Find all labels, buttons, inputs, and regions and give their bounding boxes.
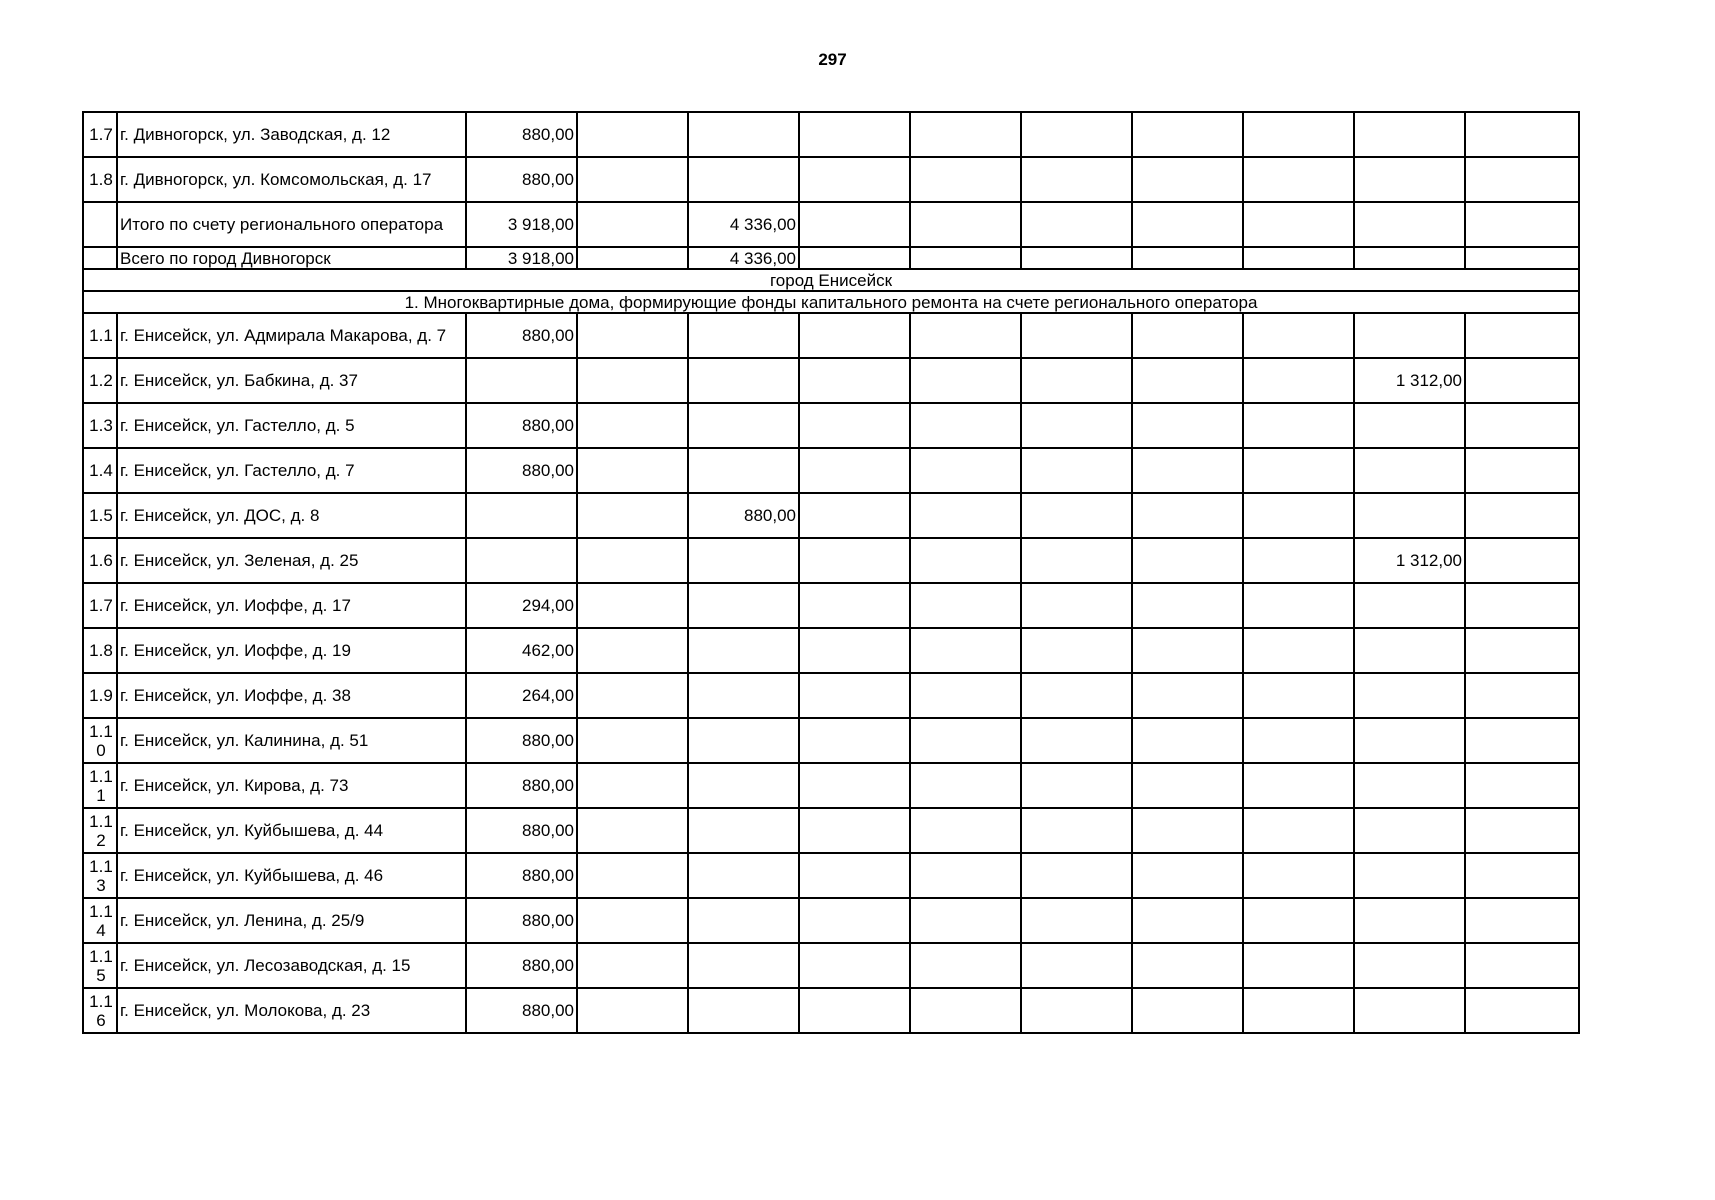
row-value-cell [1465,763,1579,808]
row-value-cell [799,718,910,763]
row-value-cell [1132,763,1243,808]
row-value-cell [1021,718,1132,763]
row-value-cell: 3 918,00 [466,247,577,269]
row-value-cell [1465,718,1579,763]
row-value-cell [1132,448,1243,493]
row-address: г. Енисейск, ул. Куйбышева, д. 44 [117,808,466,853]
row-value-cell [910,157,1021,202]
row-value-cell [688,403,799,448]
row-number [83,718,117,763]
row-value-cell [799,493,910,538]
row-value-cell [1354,718,1465,763]
row-value-cell [1465,673,1579,718]
table-row [83,853,1579,898]
row-value-cell [1243,538,1354,583]
row-number-text: 1.10 [89,721,113,760]
row-value-cell [577,358,688,403]
section-header: 1. Многоквартирные дома, формирующие фонды капитального ремонта на счете регионального оператора [83,291,1579,313]
row-number-text: 1.12 [89,811,113,850]
row-value-cell [688,112,799,157]
row-value-cell: 880,00 [466,988,577,1033]
row-value-cell [1465,628,1579,673]
row-value-cell: 880,00 [466,763,577,808]
row-value-cell [1021,673,1132,718]
row-value-cell [1243,808,1354,853]
row-value-cell [577,112,688,157]
row-value-cell [1354,988,1465,1033]
row-value-cell [799,448,910,493]
row-value-cell [577,403,688,448]
table-row [83,718,1579,763]
row-number [83,403,117,448]
row-value-cell: 880,00 [466,112,577,157]
row-number [83,853,117,898]
row-value-cell [1243,988,1354,1033]
row-number [83,493,117,538]
table-row [83,112,1579,157]
row-value-cell [910,538,1021,583]
row-value-cell [688,583,799,628]
row-value-cell [688,673,799,718]
row-value-cell [577,853,688,898]
row-value-cell [1354,628,1465,673]
row-address: Итого по счету регионального оператора [117,202,466,247]
row-value-cell [1354,247,1465,269]
row-address: г. Енисейск, ул. Ленина, д. 25/9 [117,898,466,943]
row-number-text: 1.3 [89,416,113,435]
row-value-cell [910,853,1021,898]
row-value-cell [799,112,910,157]
row-value-cell [1021,628,1132,673]
row-value-cell [910,718,1021,763]
row-address: г. Енисейск, ул. Зеленая, д. 25 [117,538,466,583]
row-value-cell [1465,358,1579,403]
row-value-cell [1243,358,1354,403]
table-row [83,943,1579,988]
row-value-cell [1354,313,1465,358]
row-value-cell [688,313,799,358]
row-value-cell [1132,988,1243,1033]
row-value-cell [1465,943,1579,988]
row-value-cell [910,358,1021,403]
table-row [83,898,1579,943]
row-address: г. Енисейск, ул. Гастелло, д. 7 [117,448,466,493]
row-number-text: 1.9 [89,686,113,705]
row-value-cell [1465,448,1579,493]
table-body-bottom [83,313,1579,1033]
row-address: г. Дивногорск, ул. Заводская, д. 12 [117,112,466,157]
row-value-cell [1021,247,1132,269]
row-value-cell [577,808,688,853]
row-value-cell [1021,358,1132,403]
row-value-cell [1132,538,1243,583]
row-value-cell [1021,403,1132,448]
row-value-cell [910,448,1021,493]
row-value-cell [688,157,799,202]
table-row [83,403,1579,448]
row-value-cell [799,673,910,718]
row-value-cell [688,763,799,808]
row-number-text: 1.8 [89,641,113,660]
row-value-cell [910,313,1021,358]
row-address: г. Енисейск, ул. Молокова, д. 23 [117,988,466,1033]
row-value-cell [1021,763,1132,808]
row-value-cell [1021,583,1132,628]
row-number-text: 1.1 [89,326,113,345]
row-value-cell: 880,00 [466,808,577,853]
row-number-text: 1.6 [89,551,113,570]
row-value-cell: 462,00 [466,628,577,673]
row-value-cell [1132,673,1243,718]
table-row [83,628,1579,673]
row-address: г. Енисейск, ул. Куйбышева, д. 46 [117,853,466,898]
row-value-cell [1465,313,1579,358]
row-value-cell [1243,718,1354,763]
row-value-cell [1354,202,1465,247]
table-body-top [83,112,1579,269]
row-value-cell: 3 918,00 [466,202,577,247]
row-value-cell [577,313,688,358]
row-value-cell [1243,202,1354,247]
row-value-cell [1243,493,1354,538]
row-value-cell [1354,763,1465,808]
row-value-cell [1465,898,1579,943]
row-value-cell [1021,898,1132,943]
row-value-cell [1465,988,1579,1033]
row-value-cell: 880,00 [466,718,577,763]
row-value-cell [799,943,910,988]
row-value-cell: 880,00 [466,943,577,988]
row-value-cell [688,898,799,943]
row-number [83,313,117,358]
row-value-cell: 4 336,00 [688,202,799,247]
row-value-cell [1132,898,1243,943]
row-value-cell: 4 336,00 [688,247,799,269]
row-value-cell [1132,718,1243,763]
row-value-cell [799,583,910,628]
row-value-cell [799,202,910,247]
row-value-cell [799,403,910,448]
row-number [83,112,117,157]
row-value-cell [688,448,799,493]
row-address: г. Дивногорск, ул. Комсомольская, д. 17 [117,157,466,202]
row-number [83,808,117,853]
row-value-cell [577,718,688,763]
row-value-cell [1132,583,1243,628]
row-value-cell [799,247,910,269]
row-value-cell [466,493,577,538]
row-value-cell [577,628,688,673]
row-value-cell [1354,808,1465,853]
row-value-cell: 1 312,00 [1354,358,1465,403]
row-number-text: 1.2 [89,371,113,390]
row-value-cell: 880,00 [466,853,577,898]
row-number [83,583,117,628]
table-row [83,157,1579,202]
row-address: г. Енисейск, ул. Иоффе, д. 19 [117,628,466,673]
row-number-text: 1.7 [89,125,113,144]
table-row [83,538,1579,583]
row-address: г. Енисейск, ул. Лесозаводская, д. 15 [117,943,466,988]
row-value-cell [1243,898,1354,943]
row-value-cell [1021,313,1132,358]
row-value-cell [1021,157,1132,202]
row-number [83,538,117,583]
row-value-cell [1021,808,1132,853]
row-number [83,157,117,202]
row-value-cell [1132,202,1243,247]
row-number [83,673,117,718]
row-value-cell [1354,493,1465,538]
row-value-cell [799,898,910,943]
row-value-cell [910,628,1021,673]
row-value-cell: 880,00 [466,313,577,358]
row-value-cell [1021,853,1132,898]
row-value-cell [688,628,799,673]
row-value-cell: 294,00 [466,583,577,628]
row-number [83,943,117,988]
row-value-cell: 880,00 [466,403,577,448]
row-value-cell [577,583,688,628]
table-row [83,202,1579,247]
row-address: г. Енисейск, ул. Иоффе, д. 38 [117,673,466,718]
row-value-cell: 880,00 [466,448,577,493]
row-value-cell [799,157,910,202]
row-value-cell [1354,943,1465,988]
row-address: г. Енисейск, ул. Адмирала Макарова, д. 7 [117,313,466,358]
row-value-cell [577,988,688,1033]
row-value-cell [688,538,799,583]
row-value-cell [1132,112,1243,157]
row-value-cell [1354,112,1465,157]
table-row [83,763,1579,808]
row-number [83,898,117,943]
row-value-cell [1132,247,1243,269]
row-value-cell [688,943,799,988]
row-value-cell [688,358,799,403]
row-value-cell [910,673,1021,718]
row-value-cell [1465,583,1579,628]
row-number [83,358,117,403]
row-value-cell [1465,493,1579,538]
row-value-cell [1354,898,1465,943]
row-value-cell [1243,247,1354,269]
row-value-cell [577,247,688,269]
row-value-cell [1021,538,1132,583]
row-value-cell [1021,493,1132,538]
table-row [83,448,1579,493]
row-value-cell [1354,853,1465,898]
row-address: г. Енисейск, ул. Кирова, д. 73 [117,763,466,808]
row-value-cell [1243,157,1354,202]
row-value-cell [1465,853,1579,898]
row-value-cell [910,202,1021,247]
row-address: г. Енисейск, ул. ДОС, д. 8 [117,493,466,538]
row-number-text: 1.5 [89,506,113,525]
row-address: г. Енисейск, ул. Бабкина, д. 37 [117,358,466,403]
row-value-cell [910,247,1021,269]
row-value-cell [577,538,688,583]
row-number-text: 1.14 [89,901,113,940]
row-value-cell [1132,493,1243,538]
row-value-cell [1132,313,1243,358]
row-value-cell [799,628,910,673]
row-value-cell [1132,157,1243,202]
row-value-cell [1132,808,1243,853]
row-value-cell [1132,943,1243,988]
row-value-cell [910,943,1021,988]
row-value-cell [1465,112,1579,157]
row-value-cell [1465,538,1579,583]
row-value-cell [1465,202,1579,247]
row-value-cell [1132,358,1243,403]
row-value-cell [1465,403,1579,448]
row-value-cell [1243,943,1354,988]
row-value-cell [910,898,1021,943]
row-number [83,628,117,673]
row-value-cell: 880,00 [466,898,577,943]
row-value-cell [910,493,1021,538]
row-value-cell [577,157,688,202]
row-value-cell [1354,583,1465,628]
row-number [83,763,117,808]
city-header-body [83,269,1579,313]
row-address: г. Енисейск, ул. Калинина, д. 51 [117,718,466,763]
row-address: Всего по город Дивногорск [117,247,466,269]
row-value-cell: 880,00 [466,157,577,202]
row-value-cell [1021,988,1132,1033]
row-value-cell [910,112,1021,157]
table-row [83,988,1579,1033]
row-value-cell [1021,112,1132,157]
row-value-cell [577,202,688,247]
row-number [83,988,117,1033]
row-value-cell [910,988,1021,1033]
row-value-cell [577,943,688,988]
row-value-cell [1465,157,1579,202]
city-header-row [83,269,1579,291]
table-row [83,313,1579,358]
table-row [83,673,1579,718]
row-value-cell [688,853,799,898]
row-number-text: 1.15 [89,946,113,985]
row-value-cell [799,313,910,358]
row-value-cell [1243,403,1354,448]
table-row [83,583,1579,628]
row-number-text: 1.7 [89,596,113,615]
row-value-cell [1354,673,1465,718]
row-value-cell [1132,853,1243,898]
row-value-cell [1243,112,1354,157]
row-value-cell: 264,00 [466,673,577,718]
row-value-cell [688,808,799,853]
row-number-text: 1.13 [89,856,113,895]
row-value-cell [1354,403,1465,448]
table-row [83,808,1579,853]
row-address: г. Енисейск, ул. Гастелло, д. 5 [117,403,466,448]
row-value-cell [1354,157,1465,202]
row-value-cell [1243,448,1354,493]
row-value-cell [1243,853,1354,898]
row-address: г. Енисейск, ул. Иоффе, д. 17 [117,583,466,628]
row-value-cell [1243,628,1354,673]
row-value-cell [1132,403,1243,448]
row-value-cell: 880,00 [688,493,799,538]
table-row [83,493,1579,538]
city-header: город Енисейск [83,269,1579,291]
row-value-cell [799,853,910,898]
row-number [83,247,117,269]
row-value-cell [1465,808,1579,853]
data-table [82,111,1580,1034]
row-value-cell [1243,763,1354,808]
row-value-cell [688,718,799,763]
row-value-cell [910,403,1021,448]
table-row [83,358,1579,403]
row-value-cell [910,808,1021,853]
row-number-text: 1.16 [89,991,113,1030]
row-value-cell [577,898,688,943]
row-value-cell: 1 312,00 [1354,538,1465,583]
row-number-text: 1.11 [89,766,113,805]
row-value-cell [577,493,688,538]
row-number-text: 1.4 [89,461,113,480]
row-value-cell [1243,673,1354,718]
row-value-cell [799,358,910,403]
row-value-cell [1132,628,1243,673]
row-value-cell [577,448,688,493]
row-value-cell [910,763,1021,808]
row-number [83,202,117,247]
row-value-cell [688,988,799,1033]
row-value-cell [910,583,1021,628]
row-value-cell [799,763,910,808]
row-value-cell [1243,313,1354,358]
row-value-cell [799,808,910,853]
row-number [83,448,117,493]
row-value-cell [799,988,910,1033]
section-header-row [83,291,1579,313]
page-number: 297 [818,50,847,69]
row-value-cell [1021,448,1132,493]
row-value-cell [466,358,577,403]
row-value-cell [799,538,910,583]
row-value-cell [1021,202,1132,247]
row-value-cell [1354,448,1465,493]
row-value-cell [577,673,688,718]
row-value-cell [1021,943,1132,988]
row-value-cell [577,763,688,808]
row-value-cell [1465,247,1579,269]
table-row [83,247,1579,269]
row-number-text: 1.8 [89,170,113,189]
row-value-cell [1243,583,1354,628]
row-value-cell [466,538,577,583]
